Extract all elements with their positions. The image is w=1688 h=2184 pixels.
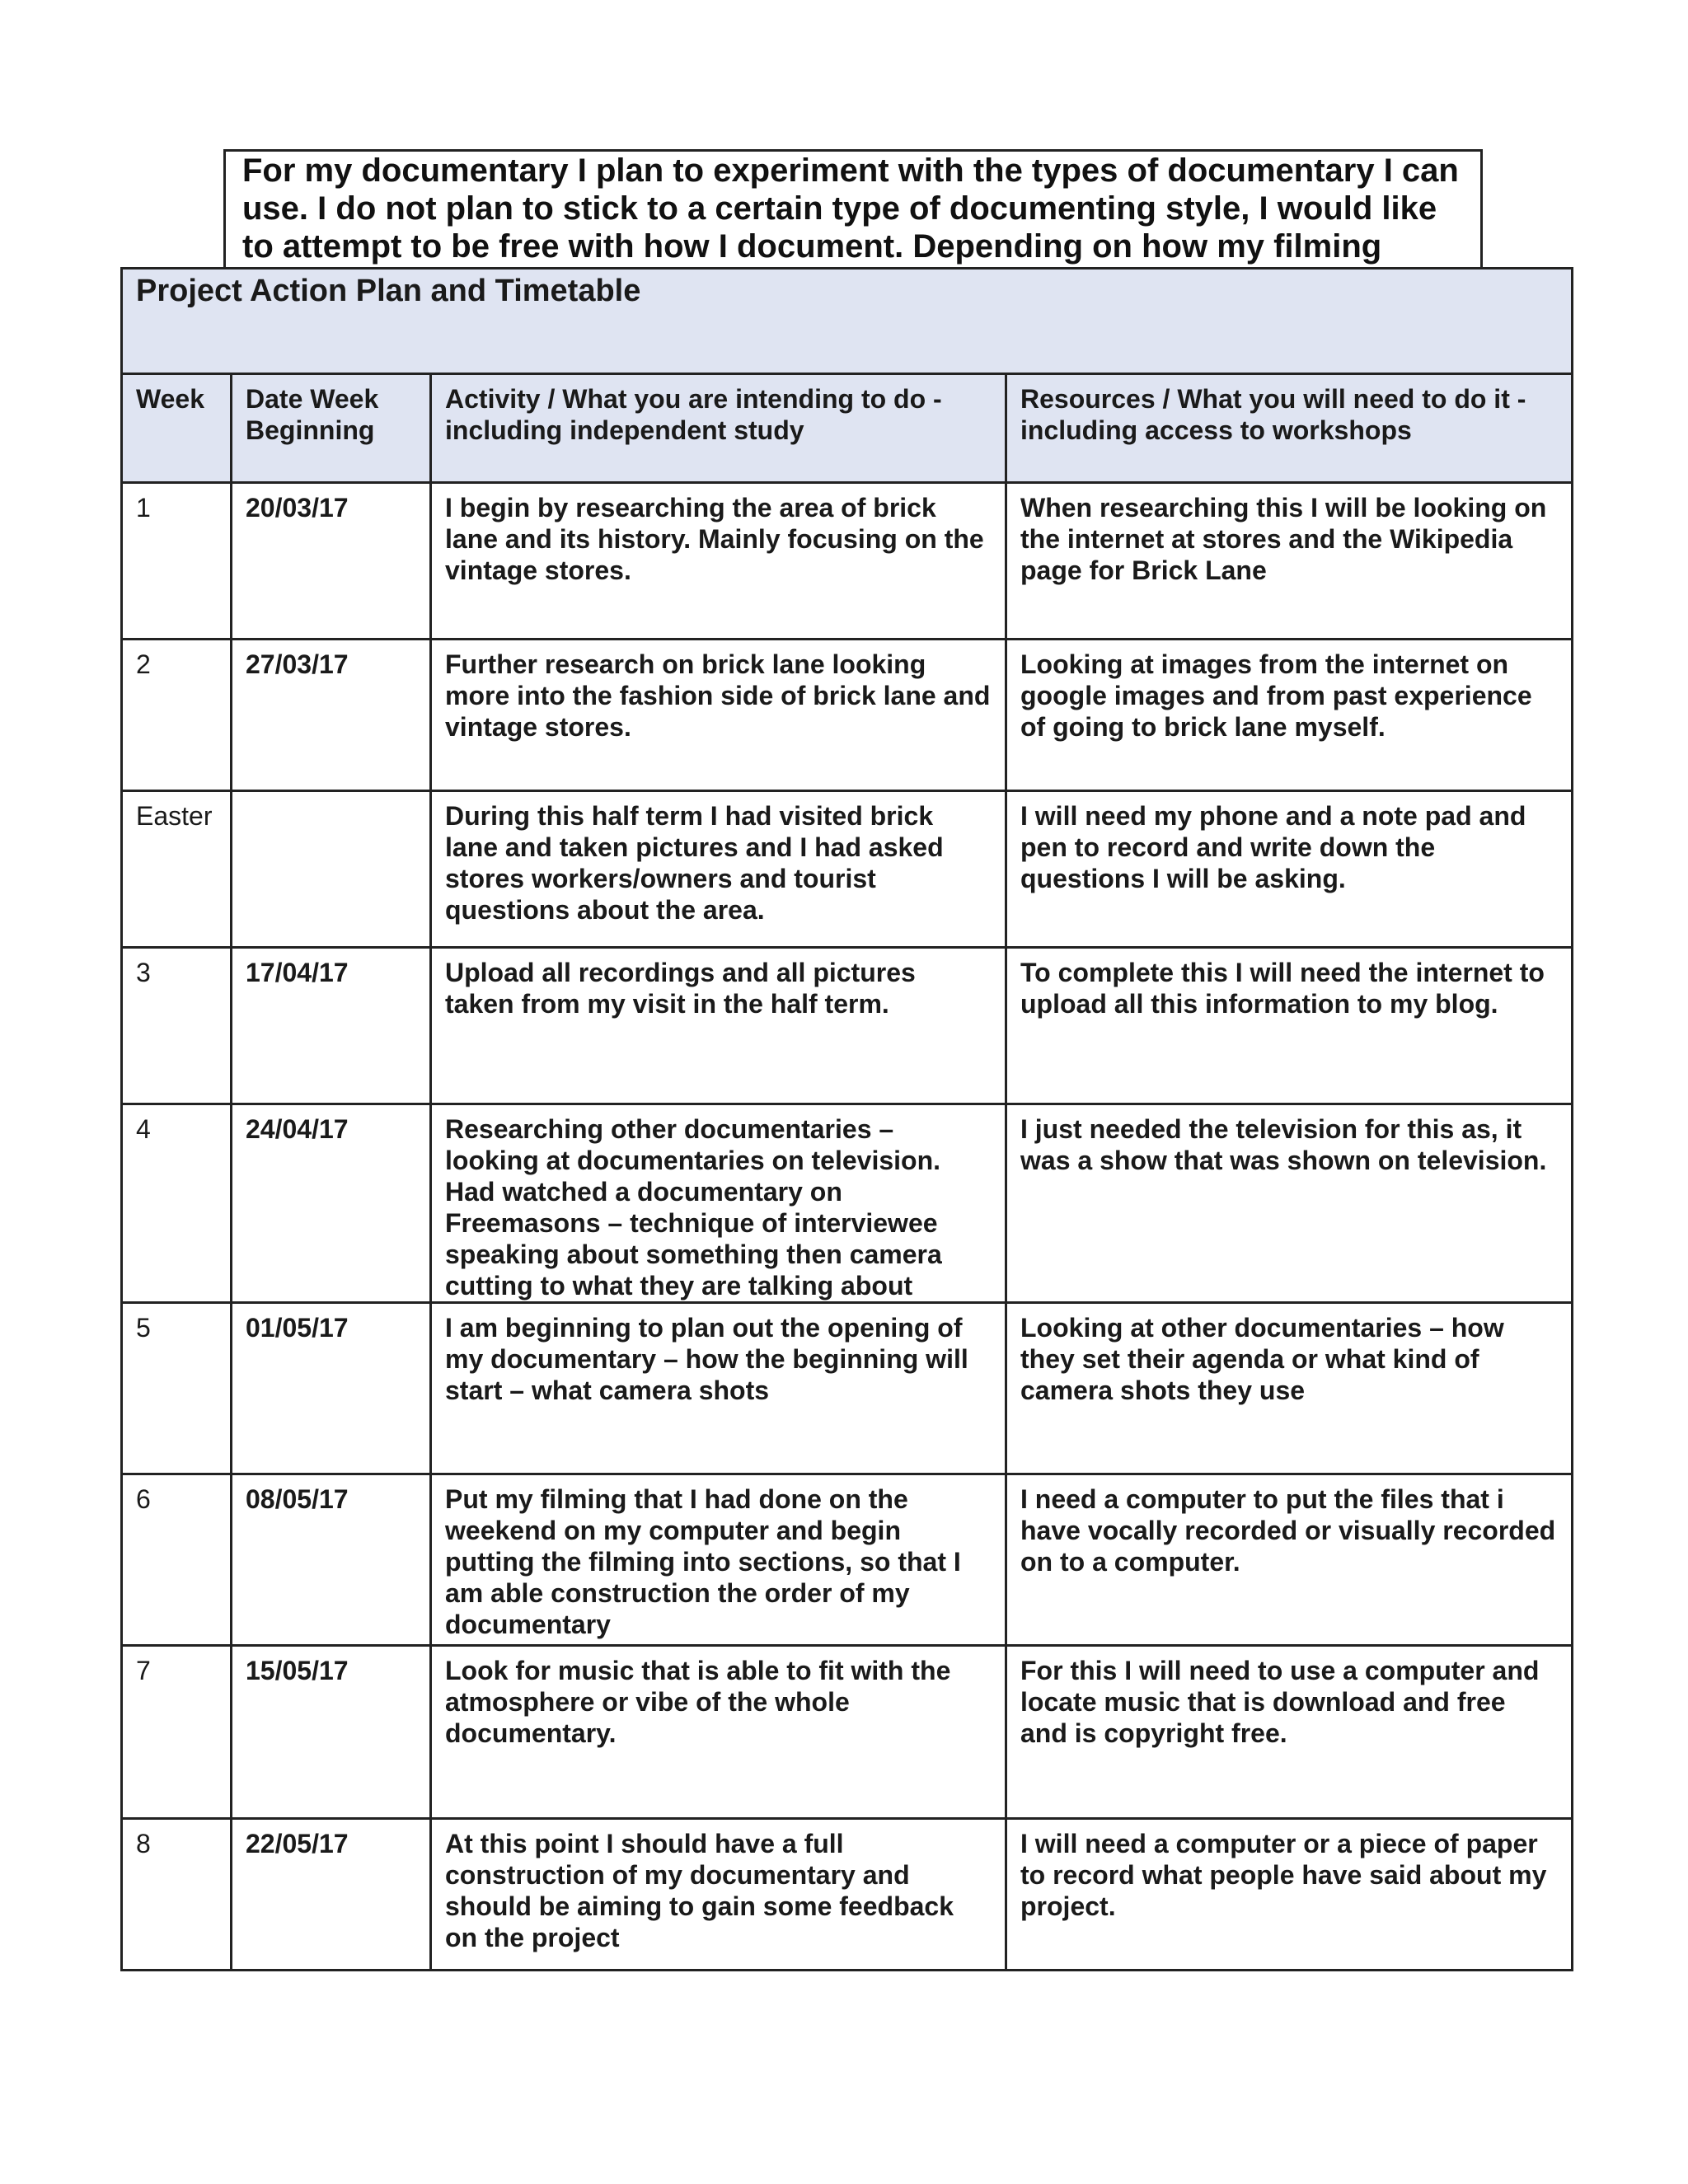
resources-cell: I just needed the television for this as, it was a show that was shown on television. — [1006, 1104, 1573, 1303]
table-row — [122, 791, 1573, 948]
resources-cell: I will need a computer or a piece of paper to record what people have said about my project. — [1006, 1819, 1573, 1971]
week-cell: 3 — [122, 948, 232, 1104]
table-row — [122, 1646, 1573, 1819]
activity-cell: Researching other documentaries – looking at documentaries on television. Had watched a documentary on Freemasons – technique of interviewee speaking about something then camera cutting to what they are talking about — [431, 1104, 1006, 1303]
date-cell: 24/04/17 — [232, 1104, 431, 1303]
week-cell: 4 — [122, 1104, 232, 1303]
date-cell: 08/05/17 — [232, 1474, 431, 1646]
date-cell: 01/05/17 — [232, 1303, 431, 1474]
header-resources: Resources / What you will need to do it - including access to workshops — [1006, 374, 1573, 483]
activity-cell: Put my filming that I had done on the weekend on my computer and begin putting the filming into sections, so that I am able construction the order of my documentary — [431, 1474, 1006, 1646]
resources-cell: When researching this I will be looking on the internet at stores and the Wikipedia page for Brick Lane — [1006, 483, 1573, 640]
table-row — [122, 1474, 1573, 1646]
activity-cell: Further research on brick lane looking more into the fashion side of brick lane and vintage stores. — [431, 640, 1006, 791]
resources-cell: Looking at images from the internet on google images and from past experience of going to brick lane myself. — [1006, 640, 1573, 791]
activity-cell: I begin by researching the area of brick lane and its history. Mainly focusing on the vintage stores. — [431, 483, 1006, 640]
header-row — [122, 374, 1573, 483]
header-week: Week — [122, 374, 232, 483]
table-row — [122, 1104, 1573, 1303]
week-cell: 7 — [122, 1646, 232, 1819]
resources-cell: To complete this I will need the internet to upload all this information to my blog. — [1006, 948, 1573, 1104]
date-cell: 15/05/17 — [232, 1646, 431, 1819]
resources-cell: I will need my phone and a note pad and pen to record and write down the questions I will be asking. — [1006, 791, 1573, 948]
week-cell: 8 — [122, 1819, 232, 1971]
date-cell: 20/03/17 — [232, 483, 431, 640]
intro-box — [223, 149, 1483, 269]
date-cell: 17/04/17 — [232, 948, 431, 1104]
activity-cell: During this half term I had visited brick lane and taken pictures and I had asked stores workers/owners and tourist questions about the area. — [431, 791, 1006, 948]
activity-cell: I am beginning to plan out the opening of my documentary – how the beginning will start – what camera shots — [431, 1303, 1006, 1474]
activity-cell: Upload all recordings and all pictures taken from my visit in the half term. — [431, 948, 1006, 1104]
table-row — [122, 948, 1573, 1104]
resources-cell: I need a computer to put the files that i have vocally recorded or visually recorded on to a computer. — [1006, 1474, 1573, 1646]
week-cell: 5 — [122, 1303, 232, 1474]
date-cell: 22/05/17 — [232, 1819, 431, 1971]
resources-cell: For this I will need to use a computer and locate music that is download and free and is copyright free. — [1006, 1646, 1573, 1819]
header-activity: Activity / What you are intending to do - including independent study — [431, 374, 1006, 483]
week-cell: 2 — [122, 640, 232, 791]
intro-text: For my documentary I plan to experiment with the types of documentary I can use. I do not plan to stick to a certain type of documenting style, I would like to attempt to be free with how I document. Depending on how my filming — [242, 152, 1459, 265]
table-title: Project Action Plan and Timetable — [122, 269, 1573, 374]
activity-cell: Look for music that is able to fit with the atmosphere or vibe of the whole documentary. — [431, 1646, 1006, 1819]
resources-cell: Looking at other documentaries – how they set their agenda or what kind of camera shots they use — [1006, 1303, 1573, 1474]
table-row — [122, 640, 1573, 791]
table-row — [122, 1819, 1573, 1971]
table-row — [122, 1303, 1573, 1474]
week-cell: Easter — [122, 791, 232, 948]
date-cell: 27/03/17 — [232, 640, 431, 791]
date-cell — [232, 791, 431, 948]
week-cell: 1 — [122, 483, 232, 640]
activity-cell: At this point I should have a full construction of my documentary and should be aiming to gain some feedback on the project — [431, 1819, 1006, 1971]
action-plan-table — [120, 267, 1573, 1971]
week-cell: 6 — [122, 1474, 232, 1646]
header-date: Date Week Beginning — [232, 374, 431, 483]
table-row — [122, 483, 1573, 640]
